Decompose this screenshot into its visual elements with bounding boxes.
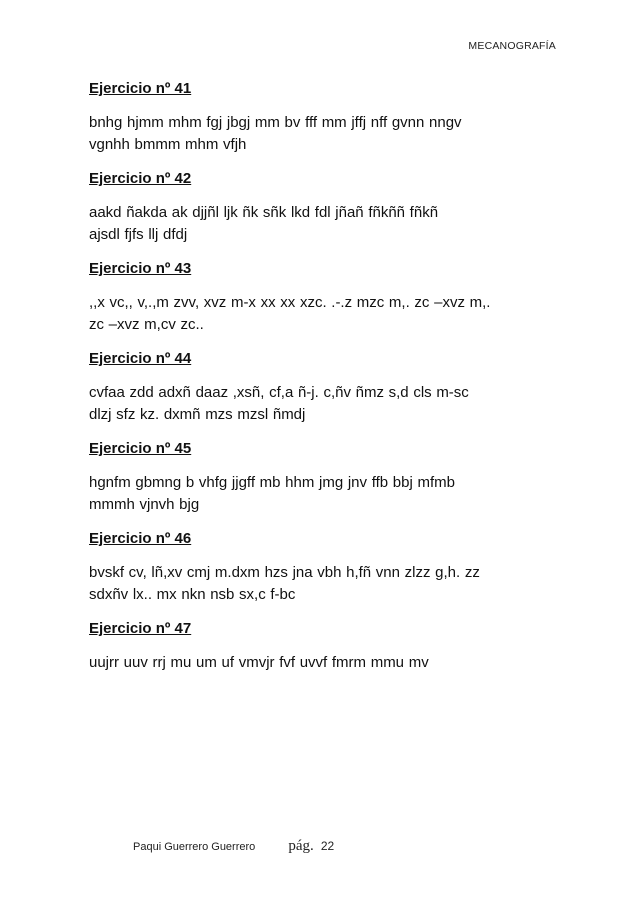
exercise-title: Ejercicio nº 47 — [89, 620, 192, 637]
exercise-line: cvfaa zdd adxñ daaz ,xsñ, cf,a ñ-j. c,ñv ñmz s,d cls m-sc — [89, 384, 469, 401]
exercise-line: ,,x vc,, v,.,m zvv, xvz m-x xx xx xzc. .-.z mzc m,. zc –xvz m,. — [89, 294, 491, 311]
exercise-line: bnhg hjmm mhm fgj jbgj mm bv fff mm jffj nff gvnn nngv — [89, 114, 462, 131]
exercise-list — [89, 79, 559, 687]
exercise-line: sdxñv lx.. mx nkn nsb sx,c f-bc — [89, 586, 296, 603]
exercise-46 — [89, 529, 559, 606]
exercise-text — [89, 472, 559, 516]
exercise-47 — [89, 619, 559, 674]
exercise-line: uujrr uuv rrj mu um uf vmvjr fvf uvvf fmrm mmu mv — [89, 654, 429, 671]
page-footer — [133, 838, 334, 855]
exercise-text — [89, 562, 559, 606]
exercise-title: Ejercicio nº 45 — [89, 440, 192, 457]
exercise-line: zc –xvz m,cv zc.. — [89, 316, 204, 333]
exercise-text — [89, 202, 559, 246]
exercise-line: aakd ñakda ak djjñl ljk ñk sñk lkd fdl jñañ fñkññ fñkñ — [89, 204, 439, 221]
footer-page-label: pág. — [288, 838, 314, 854]
exercise-text — [89, 292, 559, 336]
exercise-43 — [89, 259, 559, 336]
exercise-text — [89, 652, 559, 674]
exercise-title: Ejercicio nº 42 — [89, 170, 192, 187]
exercise-text — [89, 112, 559, 156]
exercise-title: Ejercicio nº 46 — [89, 530, 192, 547]
exercise-41 — [89, 79, 559, 156]
exercise-44 — [89, 349, 559, 426]
exercise-line: hgnfm gbmng b vhfg jjgff mb hhm jmg jnv ffb bbj mfmb — [89, 474, 455, 491]
exercise-line: dlzj sfz kz. dxmñ mzs mzsl ñmdj — [89, 406, 306, 423]
exercise-line: mmmh vjnvh bjg — [89, 496, 200, 513]
exercise-line: bvskf cv, lñ,xv cmj m.dxm hzs jna vbh h,fñ vnn zlzz g,h. zz — [89, 564, 480, 581]
exercise-title: Ejercicio nº 41 — [89, 80, 192, 97]
exercise-45 — [89, 439, 559, 516]
exercise-title: Ejercicio nº 44 — [89, 350, 192, 367]
exercise-42 — [89, 169, 559, 246]
exercise-line: vgnhh bmmm mhm vfjh — [89, 136, 247, 153]
footer-author: Paqui Guerrero Guerrero — [133, 841, 256, 853]
footer-page-number: 22 — [320, 839, 335, 853]
exercise-title: Ejercicio nº 43 — [89, 260, 192, 277]
exercise-line: ajsdl fjfs llj dfdj — [89, 226, 188, 243]
page-header-title: MECANOGRAFÍA — [468, 40, 556, 52]
exercise-text — [89, 382, 559, 426]
